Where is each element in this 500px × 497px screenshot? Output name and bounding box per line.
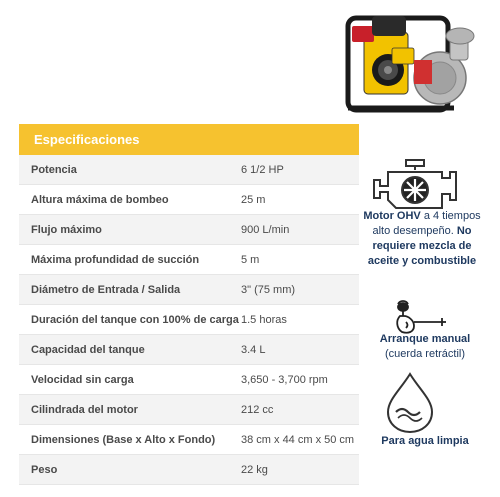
table-row <box>19 185 359 215</box>
table-row <box>19 245 359 275</box>
table-row <box>19 335 359 365</box>
spec-label: Potencia <box>31 163 77 176</box>
water-drop-icon <box>380 370 440 434</box>
table-row <box>19 215 359 245</box>
spec-label: Peso <box>31 463 58 476</box>
engine-feature-line3: requiere mezcla de <box>372 240 472 252</box>
pull-start-feature-text <box>355 332 495 362</box>
spec-value: 22 kg <box>241 463 268 476</box>
specifications-table <box>19 124 359 485</box>
engine-icon <box>370 158 460 214</box>
pull-start-line2: (cuerda retráctil) <box>384 348 466 360</box>
spec-value: 212 cc <box>241 403 274 416</box>
table-row <box>19 155 359 185</box>
table-row <box>19 425 359 455</box>
table-row <box>19 305 359 335</box>
water-pump-image <box>342 8 484 118</box>
clean-water-text: Para agua limpia <box>381 435 469 447</box>
spec-value: 3.4 L <box>241 343 266 356</box>
engine-feature-rest: a 4 tiempos <box>420 210 481 222</box>
spec-label: Flujo máximo <box>31 223 102 236</box>
spec-value: 38 cm x 44 cm x 50 cm <box>241 433 355 446</box>
table-row <box>19 455 359 485</box>
spec-label: Velocidad sin carga <box>31 373 134 386</box>
engine-feature-line4: aceite y combustible <box>367 255 477 267</box>
table-row <box>19 275 359 305</box>
spec-value: 3" (75 mm) <box>241 283 296 296</box>
spec-value: 25 m <box>241 193 266 206</box>
specifications-header: Especificaciones <box>19 124 359 155</box>
spec-label: Diámetro de Entrada / Salida <box>31 283 181 296</box>
spec-label: Máxima profundidad de succión <box>31 253 200 266</box>
engine-feature-text <box>352 209 492 269</box>
table-row <box>19 395 359 425</box>
spec-label: Capacidad del tanque <box>31 343 145 356</box>
pull-start-line1: Arranque manual <box>379 333 471 345</box>
spec-value: 900 L/min <box>241 223 290 236</box>
spec-label: Duración del tanque con 100% de carga <box>31 313 239 326</box>
engine-feature-bold: Motor OHV <box>363 210 421 222</box>
engine-feature-line2-bold: No <box>453 225 472 237</box>
spec-value: 3,650 - 3,700 rpm <box>241 373 328 386</box>
spec-label: Altura máxima de bombeo <box>31 193 169 206</box>
engine-feature-line2: alto desempeño. <box>372 225 454 237</box>
spec-value: 1.5 horas <box>241 313 287 326</box>
spec-value: 6 1/2 HP <box>241 163 284 176</box>
spec-value: 5 m <box>241 253 260 266</box>
spec-label: Cilindrada del motor <box>31 403 138 416</box>
spec-label: Dimensiones (Base x Alto x Fondo) <box>31 433 216 446</box>
table-row <box>19 365 359 395</box>
